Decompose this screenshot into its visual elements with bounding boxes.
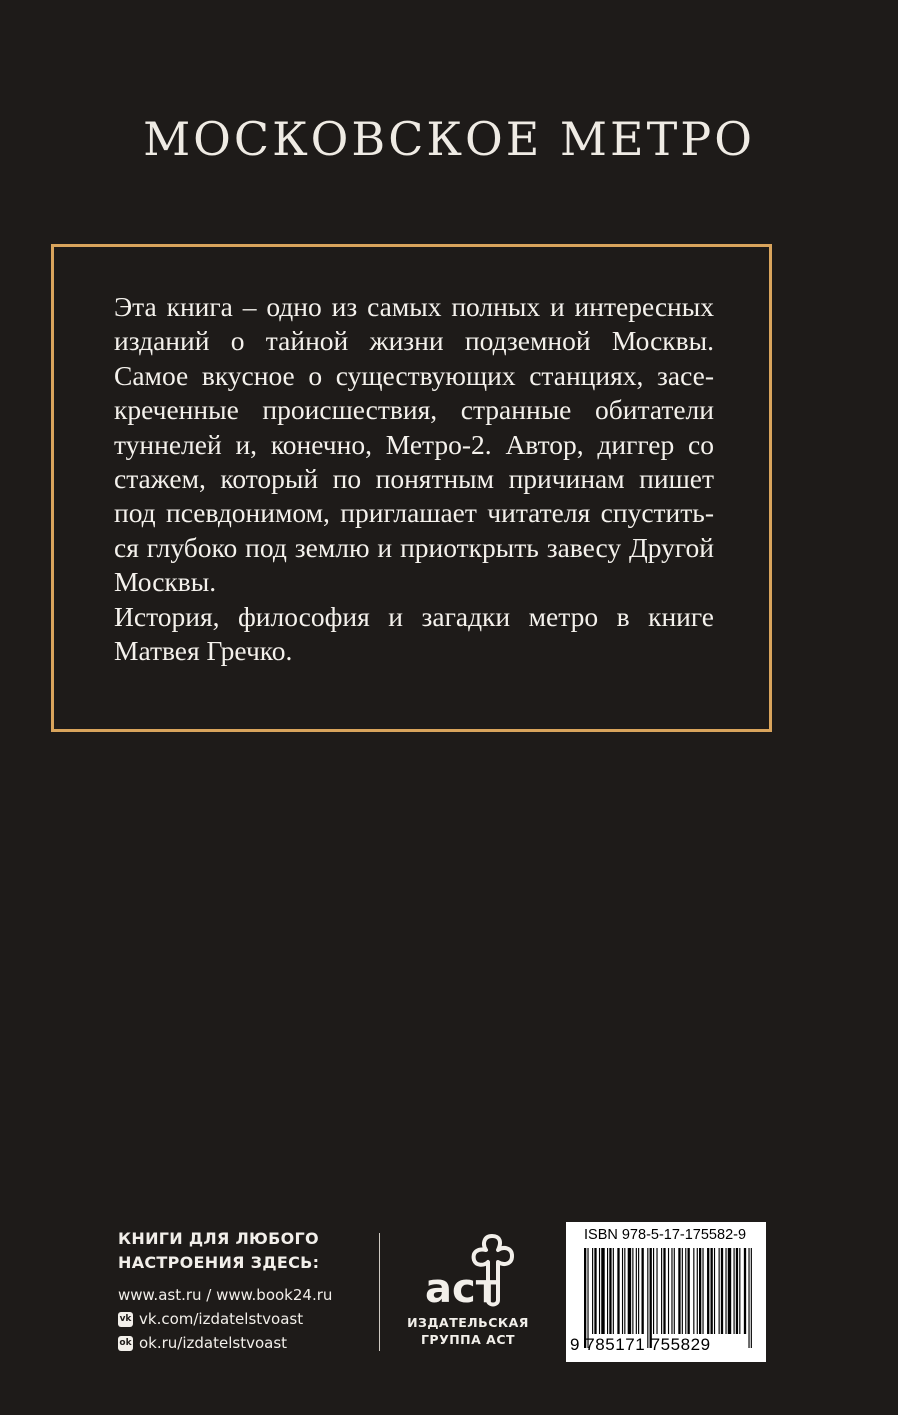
barcode [566, 1222, 766, 1362]
barcode-bar [653, 1248, 654, 1334]
barcode-bar [711, 1248, 713, 1334]
barcode-bar [678, 1248, 680, 1334]
ok-icon: ok [118, 1336, 133, 1351]
barcode-bar [601, 1248, 604, 1334]
logo-text: аст [425, 1266, 499, 1312]
barcode-bar [587, 1248, 588, 1348]
barcode-bar [624, 1248, 625, 1334]
barcode-bar [721, 1248, 723, 1334]
barcode-bar [628, 1248, 631, 1334]
publisher-line-1: ИЗДАТЕЛЬСКАЯ [407, 1315, 529, 1330]
barcode-bar [668, 1248, 669, 1334]
website-links[interactable]: www.ast.ru / www.book24.ru [118, 1286, 333, 1304]
blurb-paragraph-2: История, философия и загадки метро в книге Матвея Гречко. [114, 600, 714, 667]
barcode-bar [607, 1248, 608, 1334]
vk-link[interactable] [118, 1310, 332, 1328]
ok-link-text: ok.ru/izdatelstvoast [139, 1334, 288, 1352]
barcode-bar [739, 1248, 740, 1334]
barcode-bar [622, 1248, 623, 1334]
barcode-bar [609, 1248, 611, 1334]
barcode-bar [682, 1248, 683, 1334]
barcode-bar [638, 1248, 639, 1334]
barcode-bar [617, 1248, 619, 1334]
barcode-bar [734, 1248, 735, 1334]
barcode-bar [592, 1248, 593, 1334]
barcode-bar [697, 1248, 698, 1334]
barcode-bar [725, 1248, 726, 1334]
barcode-bar [693, 1248, 694, 1334]
publisher-line-2: ГРУППА АСТ [420, 1332, 516, 1347]
barcode-bar [748, 1248, 749, 1348]
barcode-bar [707, 1248, 709, 1334]
publisher-name [398, 1314, 538, 1348]
barcode-bar [688, 1248, 690, 1334]
footer-divider [379, 1233, 380, 1351]
barcode-bar [650, 1248, 652, 1348]
blurb-paragraph-1: Эта книга – одно из самых полных и интересных изданий о тайной жизни подземной Москвы. Самое вкусное о существующих станциях, засекреченные происшествия, странные обитатели туннелей и, конечно, Метро-2. Автор, диггер со стажем, который по понятным причинам пишет под псевдонимом, приглашает читателя спуститься глубоко под землю и приоткрыть завесу Другой Москвы. [114, 291, 714, 598]
vk-icon: vk [118, 1312, 133, 1327]
vk-link-text: vk.com/izdatelstvoast [139, 1310, 304, 1328]
barcode-bar [642, 1248, 644, 1334]
promo-block [118, 1227, 332, 1352]
barcode-bar [647, 1248, 648, 1348]
barcode-bar [714, 1248, 715, 1334]
barcode-bar [751, 1248, 752, 1348]
barcode-digits: 9 785171 755829 [570, 1335, 711, 1354]
barcode-bar [663, 1248, 665, 1334]
ast-logo-icon [408, 1230, 528, 1312]
barcode-bar [661, 1248, 662, 1334]
promo-heading [118, 1227, 332, 1275]
barcode-bar [728, 1248, 731, 1334]
barcode-bar [671, 1248, 672, 1334]
book-blurb [114, 290, 714, 668]
barcode-bar [719, 1248, 720, 1334]
ok-link[interactable] [118, 1334, 332, 1352]
isbn-label: ISBN 978-5-17-175582-9 [584, 1227, 747, 1243]
promo-line-2: НАСТРОЕНИЯ ЗДЕСЬ: [118, 1253, 320, 1272]
barcode-bar [594, 1248, 596, 1334]
barcode-bar [584, 1248, 586, 1348]
barcode-bar [636, 1248, 637, 1334]
publisher-logo [398, 1230, 538, 1348]
barcode-bar [685, 1248, 686, 1334]
barcode-bar [632, 1248, 633, 1334]
barcode-bar [702, 1248, 703, 1334]
barcode-bar [736, 1248, 738, 1334]
barcode-bar [599, 1248, 600, 1334]
book-title: МОСКОВСКОЕ МЕТРО [143, 112, 755, 166]
barcode-bar [744, 1248, 746, 1334]
promo-line-1: КНИГИ ДЛЯ ЛЮБОГО [118, 1229, 319, 1248]
barcode-bar [613, 1248, 614, 1334]
barcode-bar [699, 1248, 701, 1334]
barcode-bar [674, 1248, 675, 1334]
barcode-bar [656, 1248, 657, 1334]
